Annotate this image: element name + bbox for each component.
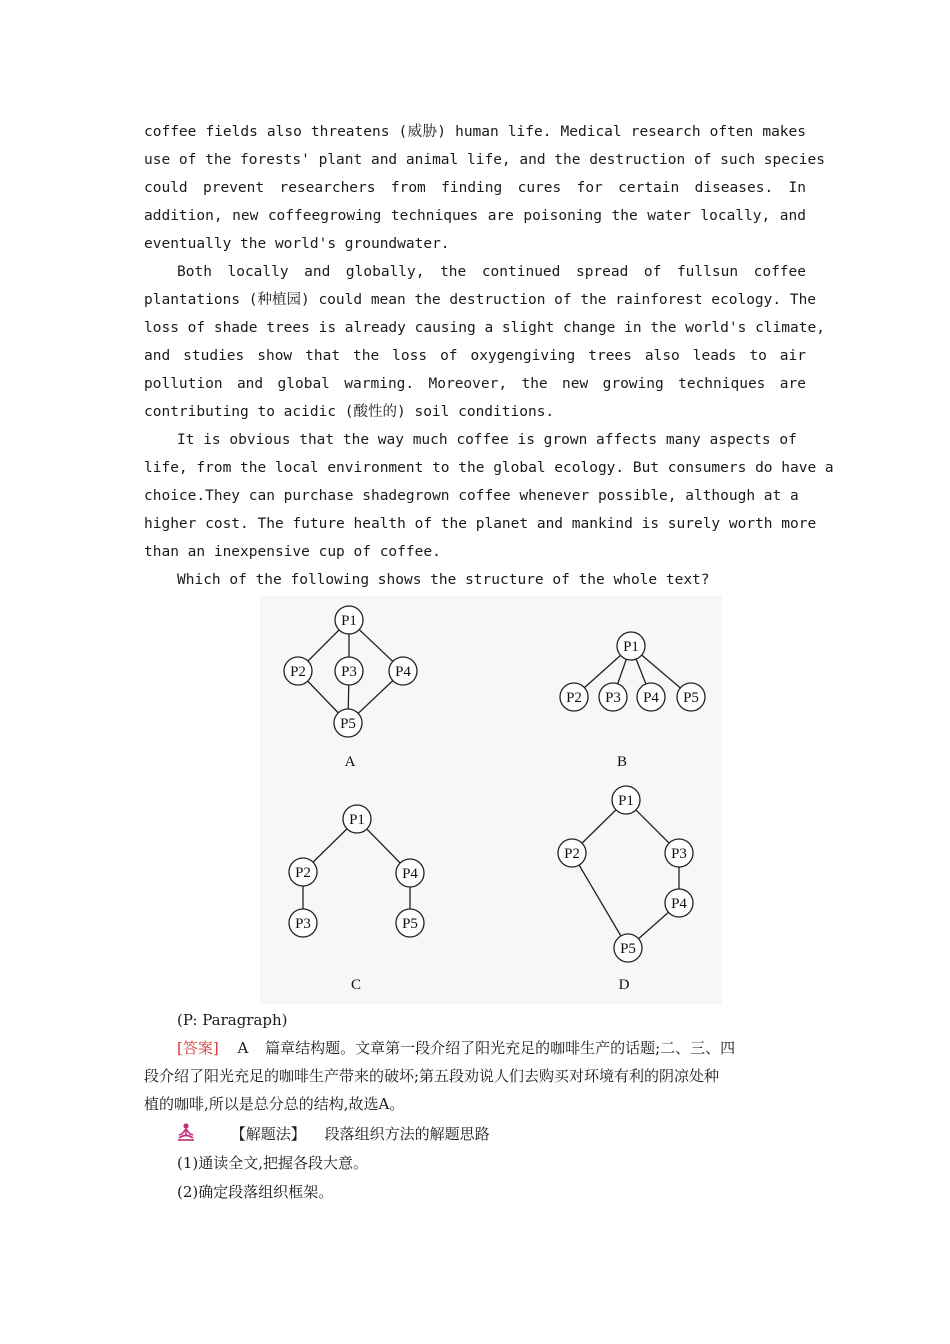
node-p4 xyxy=(396,859,424,887)
passage-line: higher cost. The future health of the planet and mankind is surely worth more xyxy=(144,516,817,532)
svg-text:P5: P5 xyxy=(620,941,636,957)
passage-line: It is obvious that the way much coffee is grown affects many aspects of xyxy=(177,432,797,448)
svg-text:P1: P1 xyxy=(349,812,365,828)
svg-text:P4: P4 xyxy=(395,664,411,680)
svg-text:P2: P2 xyxy=(566,690,582,706)
edge xyxy=(572,853,628,948)
passage-line: eventually the world's groundwater. xyxy=(144,236,450,252)
method-step: (2)确定段落组织框架。 xyxy=(177,1183,334,1201)
svg-text:P3: P3 xyxy=(605,690,621,706)
node-p2 xyxy=(284,657,312,685)
structure-diagrams xyxy=(260,596,722,1004)
passage-line: and studies show that the loss of oxygengiving trees also leads to air xyxy=(144,348,806,364)
node-p3 xyxy=(289,909,317,937)
svg-text:P2: P2 xyxy=(295,865,311,881)
svg-text:P3: P3 xyxy=(671,846,687,862)
passage-line: could prevent researchers from finding cures for certain diseases. In xyxy=(144,180,806,196)
passage-line: use of the forests' plant and animal life, and the destruction of such species xyxy=(144,152,825,168)
passage-line: contributing to acidic (酸性的) soil conditions. xyxy=(144,404,555,420)
node-p3 xyxy=(599,683,627,711)
svg-text:P3: P3 xyxy=(341,664,357,680)
node-p5 xyxy=(677,683,705,711)
passage-line: than an inexpensive cup of coffee. xyxy=(144,544,441,560)
node-p4 xyxy=(389,657,417,685)
node-p5 xyxy=(614,934,642,962)
svg-text:P3: P3 xyxy=(295,916,311,932)
svg-text:P2: P2 xyxy=(564,846,580,862)
passage-line: Both locally and globally, the continued spread of fullsun coffee xyxy=(177,264,806,280)
node-p1 xyxy=(617,632,645,660)
meditating-figure-icon xyxy=(176,1122,196,1142)
passage-line: choice.They can purchase shadegrown coffee whenever possible, although at a xyxy=(144,488,799,504)
passage-line: pollution and global warming. Moreover, the new growing techniques are xyxy=(144,376,806,392)
method-subtitle: 段落组织方法的解题思路 xyxy=(324,1125,490,1143)
node-p1 xyxy=(612,786,640,814)
option-b-diagram xyxy=(560,632,705,770)
method-heading xyxy=(144,1120,806,1148)
svg-text:P1: P1 xyxy=(341,613,357,629)
passage-line: life, from the local environment to the global ecology. But consumers do have a xyxy=(144,460,834,476)
node-p2 xyxy=(560,683,588,711)
question-text: Which of the following shows the structure of the whole text? xyxy=(177,572,710,588)
node-p4 xyxy=(665,889,693,917)
option-a-diagram xyxy=(284,606,417,770)
structure-diagrams-svg xyxy=(260,596,722,1004)
svg-text:P1: P1 xyxy=(618,793,634,809)
option-c-diagram xyxy=(289,805,424,993)
svg-text:P5: P5 xyxy=(402,916,418,932)
passage-line: loss of shade trees is already causing a slight change in the world's climate, xyxy=(144,320,825,336)
option-b-label: B xyxy=(616,754,628,770)
svg-text:P5: P5 xyxy=(340,716,356,732)
svg-text:P4: P4 xyxy=(643,690,659,706)
legend-text: (P: Paragraph) xyxy=(177,1011,288,1029)
node-p4 xyxy=(637,683,665,711)
svg-text:P4: P4 xyxy=(671,896,687,912)
answer-explanation-3: 植的咖啡,所以是总分总的结构,故选A。 xyxy=(144,1095,405,1113)
svg-text:P2: P2 xyxy=(290,664,306,680)
method-step: (1)通读全文,把握各段大意。 xyxy=(177,1154,369,1172)
node-p2 xyxy=(558,839,586,867)
option-d-diagram xyxy=(558,786,693,993)
svg-text:P4: P4 xyxy=(402,866,418,882)
passage-line: addition, new coffeegrowing techniques are poisoning the water locally, and xyxy=(144,208,806,224)
passage-line: plantations (种植园) could mean the destruction of the rainforest ecology. The xyxy=(144,292,817,308)
answer-choice: A xyxy=(237,1039,249,1057)
answer-tag: [答案] xyxy=(177,1039,219,1057)
option-c-label: C xyxy=(350,977,362,993)
answer-line xyxy=(144,1034,806,1062)
node-p5 xyxy=(396,909,424,937)
option-d-label: D xyxy=(618,977,630,993)
node-p2 xyxy=(289,858,317,886)
node-p1 xyxy=(343,805,371,833)
node-p5 xyxy=(334,709,362,737)
answer-explanation-2: 段介绍了阳光充足的咖啡生产带来的破坏;第五段劝说人们去购买对环境有利的阴凉处种 xyxy=(144,1067,720,1085)
node-p3 xyxy=(335,657,363,685)
option-a-label: A xyxy=(344,754,356,770)
node-p1 xyxy=(335,606,363,634)
method-title: 【解题法】 xyxy=(230,1125,306,1143)
node-p3 xyxy=(665,839,693,867)
svg-text:P1: P1 xyxy=(623,639,639,655)
svg-text:P5: P5 xyxy=(683,690,699,706)
answer-explanation-1: 篇章结构题。文章第一段介绍了阳光充足的咖啡生产的话题;二、三、四 xyxy=(265,1039,736,1057)
passage-line: coffee fields also threatens (威胁) human life. Medical research often makes xyxy=(144,124,806,140)
